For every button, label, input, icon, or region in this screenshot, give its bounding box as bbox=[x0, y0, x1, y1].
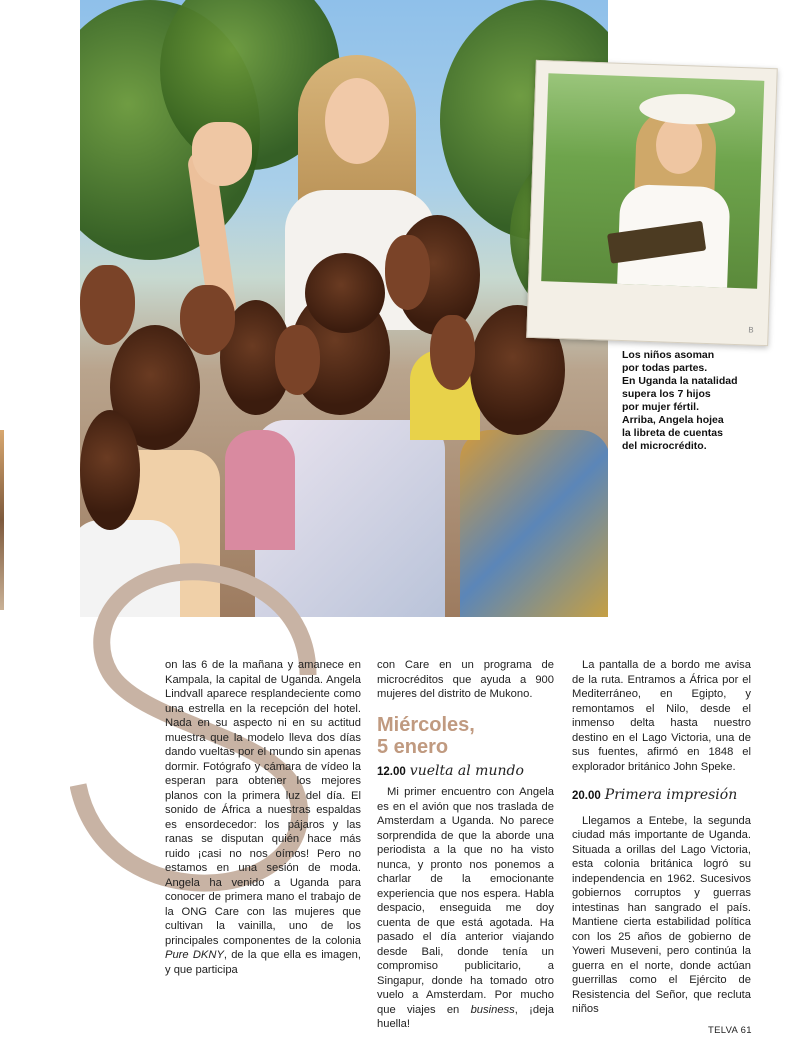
polaroid-mark: B bbox=[748, 325, 754, 335]
paragraph-text: , de la que ella es imagen, y que participa bbox=[165, 949, 361, 976]
caption-line: del microcrédito. bbox=[622, 440, 707, 452]
caption-line: supera los 7 hijos bbox=[622, 388, 711, 400]
page-footer bbox=[708, 1025, 752, 1036]
raised-hand bbox=[275, 325, 320, 395]
caption-line: Arriba, Angela hojea bbox=[622, 414, 724, 426]
time-label: 12.00 bbox=[377, 765, 406, 778]
paragraph-text: Mi primer encuentro con Angela es en el avión que nos traslada de Amsterdam a Uganda. No parece sorprendida de que la aborde una periodista a la que no ha visto nunca, y pronto nos ponemos a charlar de la emocionante experiencia que nos espera. Habla despacio, enseguida me doy cuenta de que está agotada. Ha pasado el día anterior viajando desde Bali, donde tenía un compromiso publicitario, a Singapur, donde ha tomado otro vuelo a Amsterdam. Por mucho que viajes en bbox=[377, 786, 554, 1016]
caption-line: En Uganda la natalidad bbox=[622, 375, 738, 387]
article-column-3 bbox=[572, 658, 751, 1017]
subtitle-script: vuelta al mundo bbox=[409, 762, 524, 779]
paragraph: Llegamos a Entebe, la segunda ciudad más importante de Uganda. Situada a orillas del Lago Victoria, esta colonia británica logró su independencia en 1962. Sucesivos gobiernos corruptos y guerras intestinas han sangrado el país. Mantiene cierta estabilidad política con los 25 años de gobierno de Yoweri Museveni, pero continúa la guerra en el norte, donde actúan guerrillas como el Ejército de Resistencia del Señor, que recluta niños bbox=[572, 814, 751, 1015]
paragraph-text: , ¡deja huella! bbox=[377, 1003, 555, 1030]
article-column-1 bbox=[165, 658, 361, 977]
child-shirt bbox=[80, 520, 180, 617]
raised-hand bbox=[430, 315, 475, 390]
italic-text: business bbox=[470, 1003, 515, 1016]
subtitle-script: Primera impresión bbox=[604, 787, 738, 803]
paragraph: La pantalla de a bordo me avisa de la ruta. Entramos a África por el Mediterráneo, en Egipto, y remontamos el Nilo, desde el inmenso delta hasta nuestro destino en el Lago Victoria, una de sus fuentes, afirmó en 1848 el explorador británico John Speke. bbox=[572, 659, 751, 773]
caption-line: Los niños asoman bbox=[622, 349, 715, 361]
paragraph-text: on las 6 de la mañana y amanece en Kampala, la capital de Uganda. Angela Lindvall aparece resplandeciente como una estrella en la recepción del hotel. Nada en su aspecto ni en su actitud muestra que la modelo lleva dos días dando vueltas por el mundo sin apenas dormir. Fotógrafo y cámara de vídeo la esperan para obtener los mejores planos con la primera luz del día. El sonido de África a nuestras espaldas es ensordecedor: los pájaros y las ranas se disputan quién hace más ruido ¡casi no nos oímos! Pero no estamos en una sesión de moda. Angela ha venido a Uganda para conocer de primera mano el trabajo de la ONG Care con las mujeres que cultivan la vainilla, uno de los principales componentes de la colonia bbox=[165, 659, 361, 947]
time-label: 20.00 bbox=[572, 790, 601, 802]
woman-face bbox=[325, 78, 389, 164]
waving-hand bbox=[192, 122, 252, 186]
caption-line: por todas partes. bbox=[622, 362, 708, 374]
child-shirt bbox=[460, 430, 608, 617]
child-shirt bbox=[225, 430, 295, 550]
section-subtitle bbox=[377, 764, 554, 780]
child-head bbox=[305, 253, 385, 333]
section-subtitle bbox=[572, 788, 751, 804]
caption-line: por mujer fértil. bbox=[622, 401, 700, 413]
page-edge-strip bbox=[0, 430, 4, 610]
section-title-line: Miércoles, bbox=[377, 713, 475, 736]
photo-caption bbox=[622, 349, 762, 453]
magazine-name: TELVA bbox=[708, 1025, 738, 1036]
inset-polaroid-photo bbox=[526, 60, 778, 346]
section-title-line: 5 enero bbox=[377, 735, 449, 758]
raised-hand bbox=[180, 285, 235, 355]
raised-hand bbox=[385, 235, 430, 310]
raised-hand bbox=[80, 265, 135, 345]
page-number: 61 bbox=[740, 1025, 752, 1036]
paragraph: con Care en un programa de microcréditos que ayuda a 900 mujeres del distrito de Mukono. bbox=[377, 659, 554, 700]
paragraph bbox=[377, 785, 554, 1032]
child-head bbox=[80, 410, 140, 530]
polaroid-image bbox=[541, 73, 764, 288]
section-title bbox=[377, 714, 554, 758]
article-column-2 bbox=[377, 658, 554, 1032]
italic-text: Pure DKNY bbox=[165, 949, 224, 961]
paragraph bbox=[165, 658, 361, 977]
caption-line: la libreta de cuentas bbox=[622, 427, 723, 439]
